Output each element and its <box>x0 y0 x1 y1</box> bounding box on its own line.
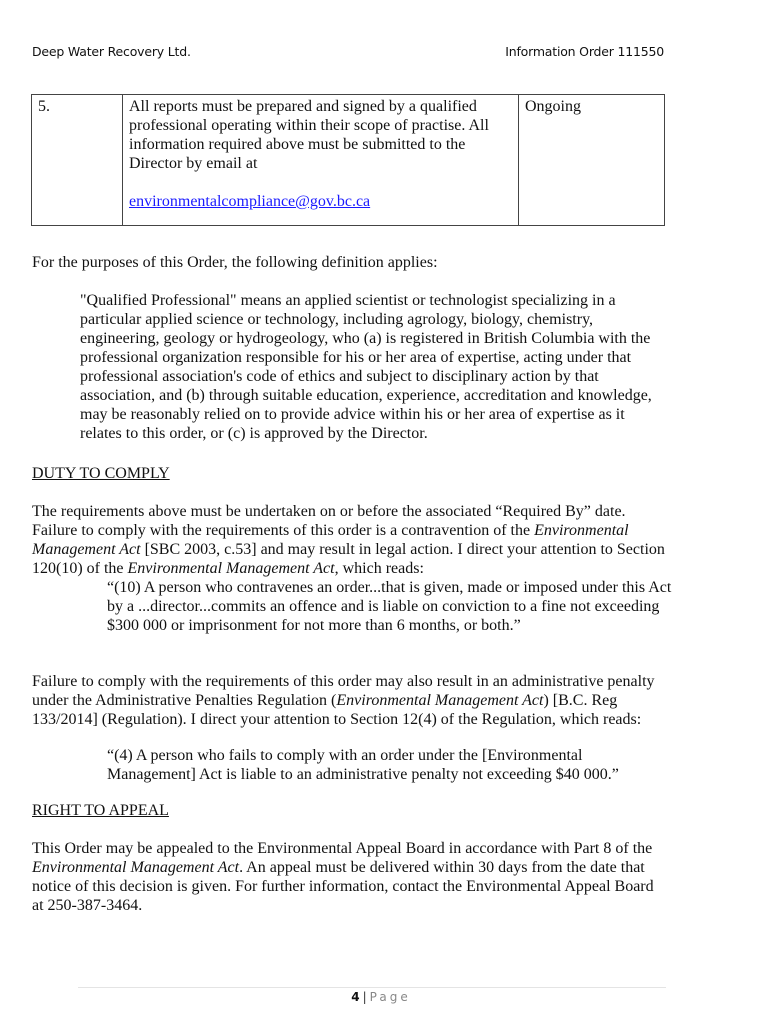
row-description-cell <box>123 95 519 226</box>
duty-paragraph-1 <box>32 502 666 578</box>
row-number-cell <box>32 95 123 226</box>
text-run: . An appeal must be delivered within 30 days from the date that notice of this decision is given. For further information, contact the Environmental Appeal Board at 250-387-3464. <box>32 859 654 914</box>
quote-section-12: “(4) A person who fails to comply with an order under the [Environmental Management] Act is liable to an administrative penalty not exceeding $40 000.” <box>107 747 619 783</box>
required-by-value: Ongoing <box>525 98 581 115</box>
duty-to-comply-heading: DUTY TO COMPLY <box>32 465 170 482</box>
description-line: Director by email at <box>129 155 258 172</box>
requirements-table <box>31 94 665 226</box>
email-link[interactable]: environmentalcompliance@gov.bc.ca <box>129 193 371 210</box>
text-run: The requirements above must be undertaken on or before the associated “Required By” date. Failure to comply with the requirements of this order is a contravention of the <box>32 503 626 539</box>
duty-paragraph-2 <box>32 672 666 729</box>
page-number: 4 <box>351 990 360 1004</box>
spacer <box>129 173 512 192</box>
text-run: , which reads: <box>334 560 424 577</box>
text-run: [SBC 2003, c.53] and may result in legal action. I direct your attention to Section 120(10) of the <box>32 541 665 577</box>
row-number: 5. <box>38 98 50 115</box>
page-footer <box>0 990 762 1004</box>
description-line: professional operating within their scope of practise. All <box>129 117 489 134</box>
header-order-number: Information Order 111550 <box>505 44 664 59</box>
page-header <box>32 44 664 59</box>
text-run: ) [B.C. Reg 133/2014] (Regulation). I direct your attention to Section 12(4) of the Regulation, which reads: <box>32 692 642 728</box>
page-label: Page <box>369 990 411 1004</box>
definition-text: "Qualified Professional" means an applied scientist or technologist specializing in a particular applied science or technology, including agrology, biology, chemistry, engineering, geology or hydrogeology, who (a) is registered in British Columbia with the professional organization responsible for his or her area of expertise, acting under that professional association's code of ethics and subject to disciplinary action by that association, and (b) through suitable education, experience, accreditation and knowledge, may be reasonably relied on to provide advice within his or her area of expertise as it relates to this order, or (c) is approved by the Director. <box>80 292 652 442</box>
description-line: information required above must be submitted to the <box>129 136 466 153</box>
act-title: Environmental Management Act <box>336 692 544 709</box>
quote-section-120: “(10) A person who contravenes an order...that is given, made or imposed under this Act by a ...director...commits an offence and is liable on conviction to a fine not exceeding $300 000 or imprisonment for not more than 6 months, or both.” <box>107 579 672 634</box>
footer-divider <box>78 987 666 988</box>
text-run: Failure to comply with the requirements of this order may also result in an administrative penalty under the Administrative Penalties Regulation ( <box>32 673 655 709</box>
footer-separator: | <box>362 990 367 1004</box>
right-to-appeal-heading: RIGHT TO APPEAL <box>32 802 169 819</box>
header-company: Deep Water Recovery Ltd. <box>32 44 191 59</box>
act-title: Environmental Management Act <box>127 560 335 577</box>
definition-intro: For the purposes of this Order, the following definition applies: <box>32 254 438 271</box>
table-row <box>32 95 665 226</box>
row-required-by-cell <box>519 95 665 226</box>
act-title: Environmental Management Act <box>32 522 629 558</box>
act-title: Environmental Management Act <box>32 859 240 876</box>
text-run: This Order may be appealed to the Environmental Appeal Board in accordance with Part 8 of the <box>32 840 653 857</box>
appeal-paragraph <box>32 839 666 915</box>
description-line: All reports must be prepared and signed by a qualified <box>129 98 477 115</box>
